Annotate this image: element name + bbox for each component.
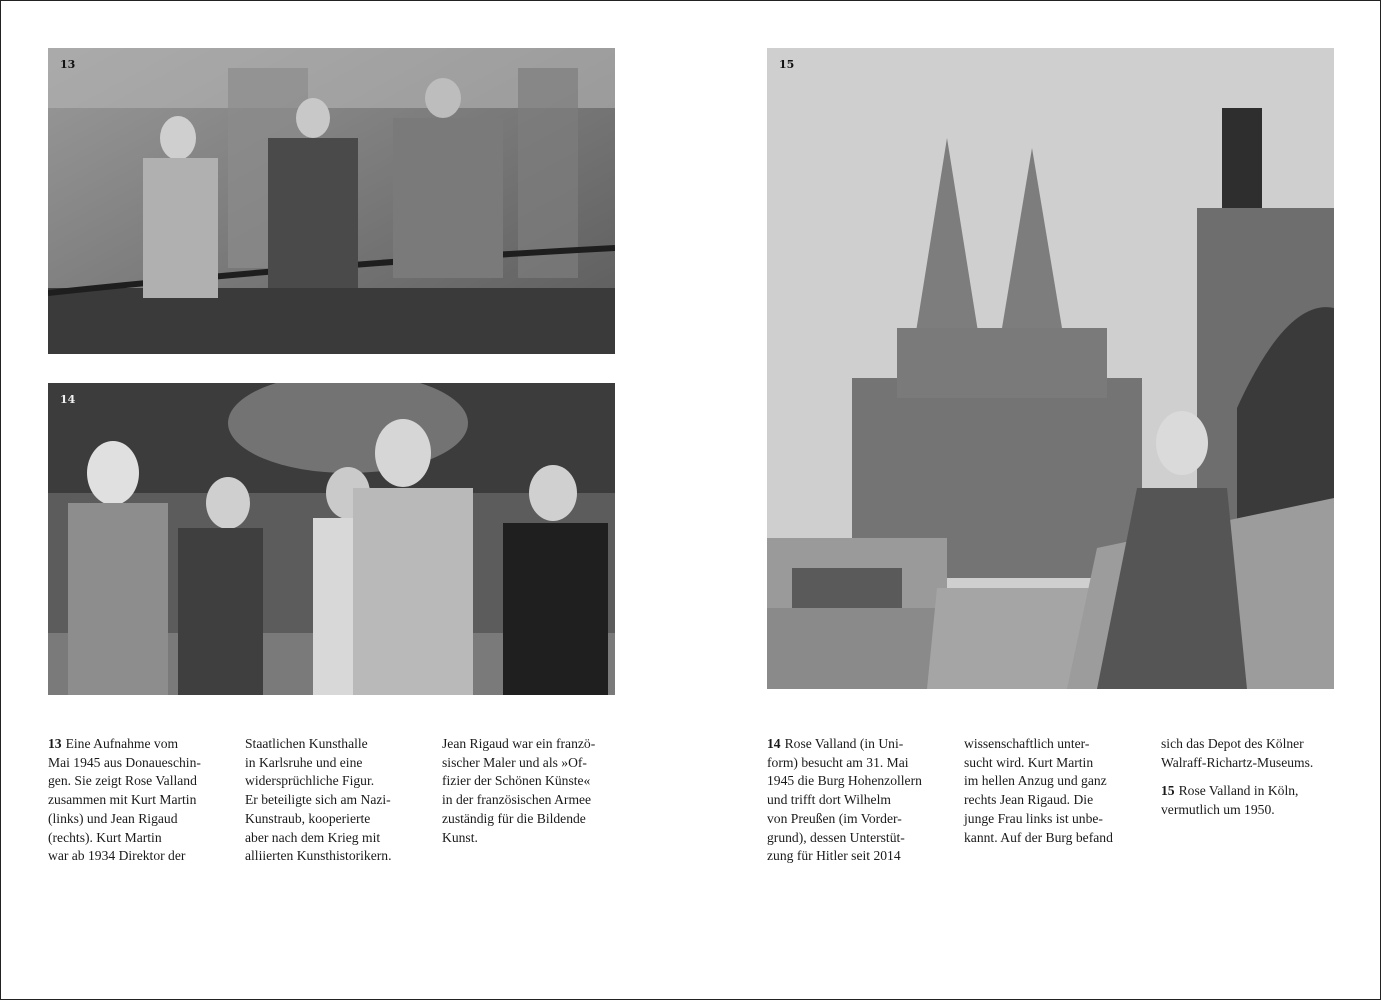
caption-column-6 [1161,735,1341,820]
caption-text: wissenschaftlich unter- sucht wird. Kurt Martin im hellen Anzug und ganz rechts Jean Rigaud. Die junge Frau links ist unbe- kannt. Auf der Burg befand [964,736,1113,845]
caption-15 [1161,782,1341,819]
caption-text: Eine Aufnahme vom Mai 1945 aus Donaueschin- gen. Sie zeigt Rose Valland zusammen mit Kurt Martin (links) und Jean Rigaud (rechts). Kurt Martin war ab 1934 Direktor der [48,736,201,864]
photo-15-image [767,48,1334,689]
caption-text: sich das Depot des Kölner Walraff-Richartz-Museums. [1161,736,1314,770]
caption-column-4 [767,735,947,866]
caption-text: Jean Rigaud war ein franzö- sischer Maler und als »Of- fizier der Schönen Künste« in der französischen Armee zuständig für die Bildende Kunst. [442,736,596,845]
photo-number: 14 [60,393,76,406]
photo-13-image [48,48,615,354]
photo-14 [48,383,615,695]
caption-13 [48,735,228,866]
caption-number: 13 [48,736,62,751]
photo-13 [48,48,615,354]
caption-14 [767,735,947,866]
caption-text: Rose Valland (in Uni- form) besucht am 31. Mai 1945 die Burg Hohenzollern und trifft dort Wilhelm von Preußen (im Vorder- grund), dessen Unterstüt- zung für Hitler seit 2014 [767,736,922,864]
photo-14-image [48,383,615,695]
caption-column-5 [964,735,1144,847]
photo-number: 15 [779,58,795,71]
caption-column-1 [48,735,228,866]
caption-number: 14 [767,736,781,751]
caption-column-2 [245,735,425,866]
caption-column-3 [442,735,622,847]
caption-text: Staatlichen Kunsthalle in Karlsruhe und eine widersprüchliche Figur. Er beteiligte sich am Nazi- Kunstraub, kooperierte aber nach dem Krieg mit alliierten Kunsthistorikern. [245,736,392,864]
caption-text: Rose Valland in Köln, vermutlich um 1950. [1161,783,1299,818]
photo-number: 13 [60,58,76,71]
caption-number: 15 [1161,783,1175,799]
photo-15 [767,48,1334,689]
